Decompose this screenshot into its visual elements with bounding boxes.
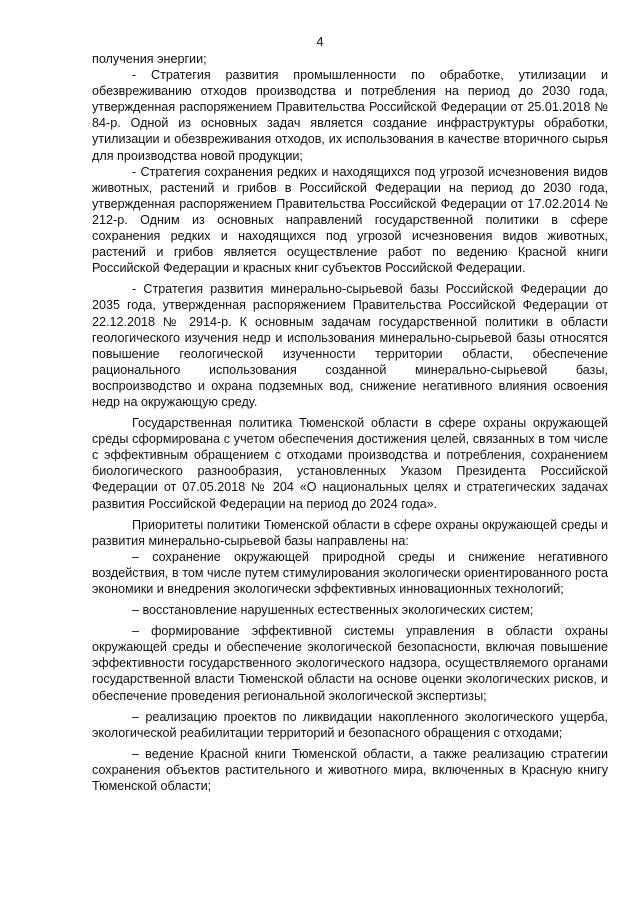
list-item-red-book: – ведение Красной книги Тюменской области, а также реализацию стратегии сохранения объектов растительного и животного мира, включенных в Красную книгу Тюменской области; (92, 746, 608, 794)
paragraph-rare-species-strategy: - Стратегия сохранения редких и находящихся под угрозой исчезновения видов животных, растений и грибов в Российской Федерации на период до 2030 года, утвержденная распоряжением Правительства Российской Федерации от 17.02.2014 № 212-р. Одним из основных направлений государственной политики в сфере сохранения редких и находящихся под угрозой исчезновения видов животных, растений и грибов является осуществление работ по ведению Красной книги Российской Федерации и красных книг субъектов Российской Федерации. (92, 164, 608, 276)
paragraph-regional-policy: Государственная политика Тюменской области в сфере охраны окружающей среды сформирована с учетом обеспечения достижения целей, связанных в том числе с эффективным обращением с отходами производства и потребления, сохранением биологического разнообразия, установленных Указом Президента Российской Федерации от 07.05.2018 № 204 «О национальных целях и стратегических задачах развития Российской Федерации на период до 2024 года». (92, 416, 608, 511)
document-body (92, 51, 608, 794)
page-number: 4 (316, 34, 324, 49)
paragraph-waste-strategy: - Стратегия развития промышленности по обработке, утилизации и обезвреживанию отходов производства и потребления на период до 2030 года, утвержденная распоряжением Правительства Российской Федерации от 25.01.2018 № 84-р. Одной из основных задач является создание инфраструктуры обработки, утилизации и обезвреживания отходов, их использования в качестве вторичного сырья для производства новой продукции; (92, 68, 608, 163)
list-item-preservation: – сохранение окружающей природной среды и снижение негативного воздействия, в том числе путем стимулирования экологически ориентированного роста экономики и внедрения экологически эффективных инновационных технологий; (92, 549, 608, 596)
paragraph-priorities-intro: Приоритеты политики Тюменской области в сфере охраны окружающей среды и развития минерально-сырьевой базы направлены на: (92, 517, 608, 548)
list-item-restoration: – восстановление нарушенных естественных экологических систем; (132, 603, 534, 618)
paragraph-mineral-strategy: - Стратегия развития минерально-сырьевой базы Российской Федерации до 2035 года, утвержденная распоряжением Правительства Российской Федерации от 22.12.2018 № 2914-р. К основным задачам государственной политики в области геологического изучения недр и использования минерально-сырьевой базы относятся повышение геологической изученности территории области, обеспечение рационального использования созданной минерально-сырьевой базы, воспроизводство и охрана подземных вод, снижение негативного влияния освоения недр на окружающую среду. (92, 282, 608, 409)
list-item-management-system: – формирование эффективной системы управления в области охраны окружающей среды и обеспечение экологической безопасности, включая повышение эффективности государственного экологического надзора, осуществляемого органами государственной власти Тюменской области на основе оценки экологических рисков, и обеспечение проведения региональной экологической экспертизы; (92, 624, 608, 703)
list-item-damage-elimination: – реализацию проектов по ликвидации накопленного экологического ущерба, экологической реабилитации территорий и безопасного обращения с отходами; (92, 709, 608, 740)
paragraph-continuation: получения энергии; (92, 52, 207, 66)
